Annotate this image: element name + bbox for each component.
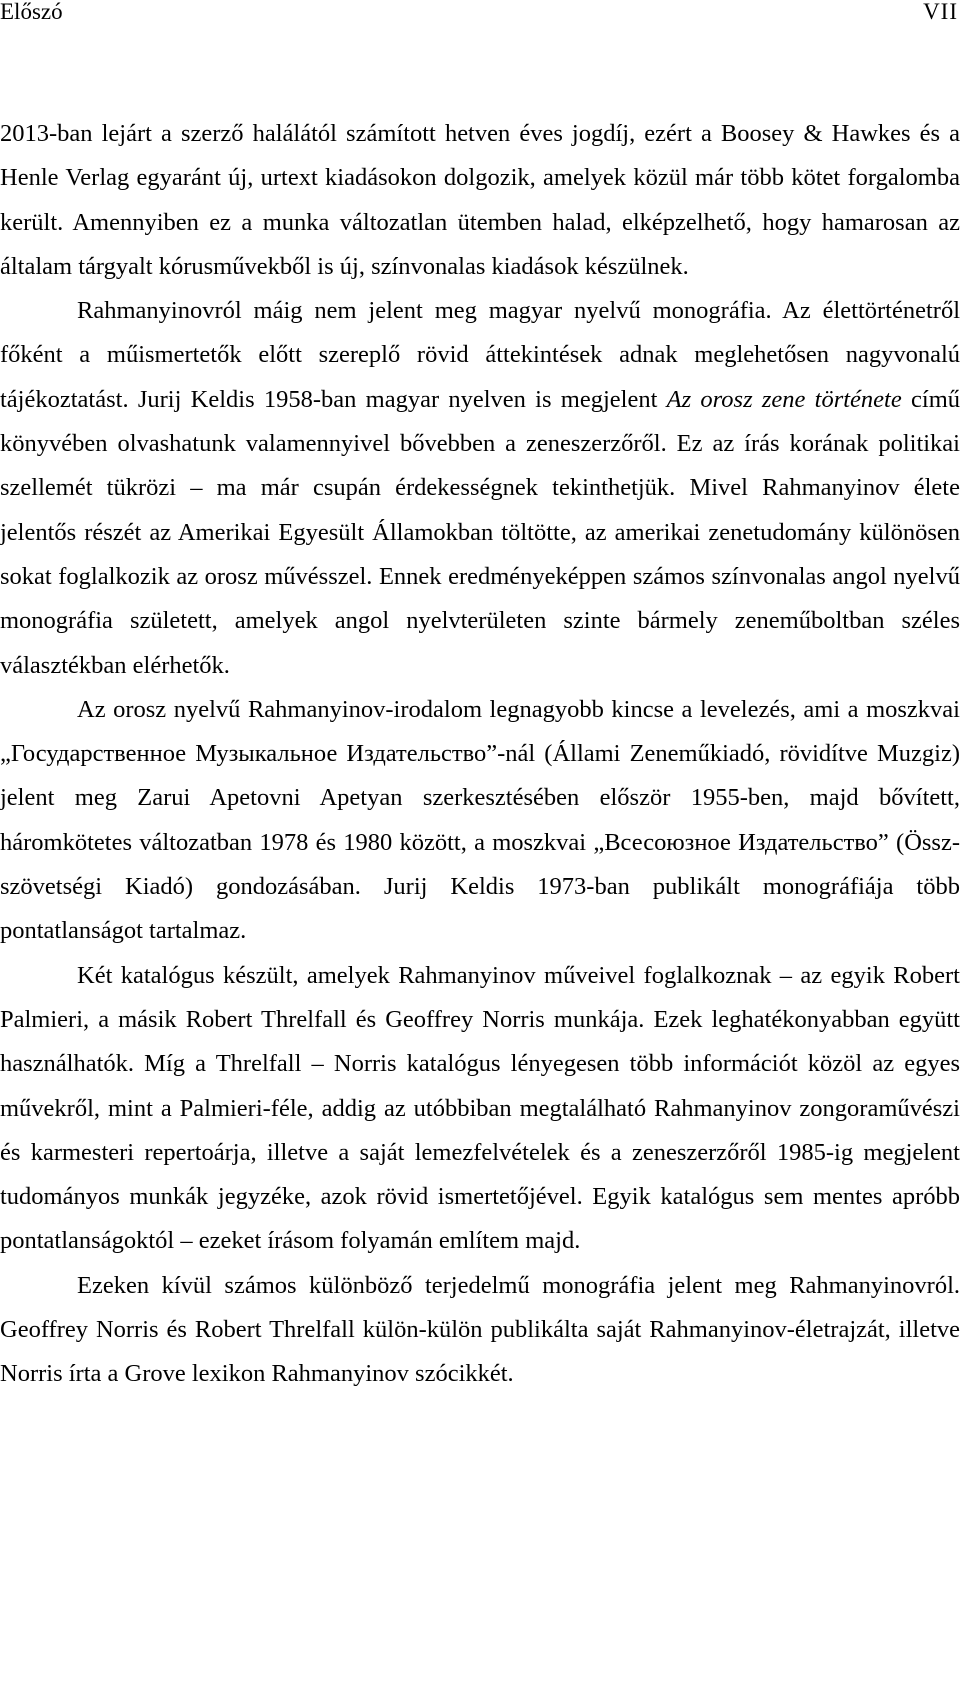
paragraph-monographs: Ezeken kívül számos különböző terjedelmű monográfia jelent meg Rahmanyinovról. Geoffrey Norris és Robert Threlfall külön-külön publikálta saját Rahmanyinov-életrajzát, illetve Norris írta a Grove lexikon Rahmanyinov szócikkét. bbox=[0, 1271, 960, 1388]
paragraph-text: Rahmanyinovról máig nem jelent meg magyar nyelvű monográfia. Az élettörténetről főként a műismertetők előtt szereplő rövid áttekintések adnak meglehetősen nagyvonalú tájékoztatást. Jurij Keldis 1958-ban magyar nyelven is megjelent bbox=[0, 297, 960, 413]
paragraph-russian-literature: Az orosz nyelvű Rahmanyinov-irodalom legnagyobb kincse a levelezés, ami a moszkvai „Государственное Музыкальное Издательство”-nál (Állami Zeneműkiadó, rövidítve Muzgiz) jelent meg Zarui Apetovni Apetyan szerkesztésében először 1955-ben, majd bővített, háromkötetes változatban 1978 és 1980 között, a moszkvai „Всесоюзное Издательство” (Össz-szövetségi Kiadó) gondozásában. Jurij Keldis 1973-ban publikált monográfiája több pontatlanságot tartalmaz. bbox=[0, 695, 960, 945]
body-text bbox=[0, 112, 960, 1397]
paragraph-catalogues: Két katalógus készült, amelyek Rahmanyinov műveivel foglalkoznak – az egyik Robert Palmieri, a másik Robert Threlfall és Geoffrey Norris munkája. Ezek leghatékonyabban együtt használhatók. Míg a Threlfall – Norris katalógus lényegesen több információt közöl az egyes művekről, mint a Palmieri-féle, addig az utóbbiban megtalálható Rahmanyinov zongoraművészi és karmesteri repertoárja, illetve a saját lemezfelvételek és a zeneszerzőről 1985-ig megjelent tudományos munkák jegyzéke, azok rövid ismertetőjével. Egyik katalógus sem mentes apróbb pontatlanságoktól – ezeket írásom folyamán említem majd. bbox=[0, 961, 960, 1255]
paragraph-copyright: 2013-ban lejárt a szerző halálától számított hetven éves jogdíj, ezért a Boosey & Hawkes és a Henle Verlag egyaránt új, urtext kiadásokon dolgozik, amelyek közül már több kötet forgalomba került. Amennyiben ez a munka változatlan ütemben halad, elképzelhető, hogy hamarosan az általam tárgyalt kórusművekből is új, színvonalas kiadások készülnek. bbox=[0, 120, 960, 280]
paragraph-hungarian-literature bbox=[0, 289, 960, 688]
paragraph-text: című könyvében olvashatunk valamennyivel bővebben a zeneszerzőről. Ez az írás korának politikai szellemét tükrözi – ma már csupán érdekességnek tekinthetjük. Mivel Rahmanyinov élete jelentős részét az Amerikai Egyesült Államokban töltötte, az amerikai zenetudomány különösen sokat foglalkozik az orosz művésszel. Ennek eredményeképpen számos színvonalas angol nyelvű monográfia született, amelyek angol nyelvterületen szinte bármely zeneműboltban széles választékban elérhetők. bbox=[0, 385, 960, 679]
running-header bbox=[0, 0, 960, 30]
section-title: Előszó bbox=[0, 0, 63, 24]
book-title: Az orosz zene története bbox=[666, 385, 902, 413]
page-number: VII bbox=[923, 0, 958, 24]
